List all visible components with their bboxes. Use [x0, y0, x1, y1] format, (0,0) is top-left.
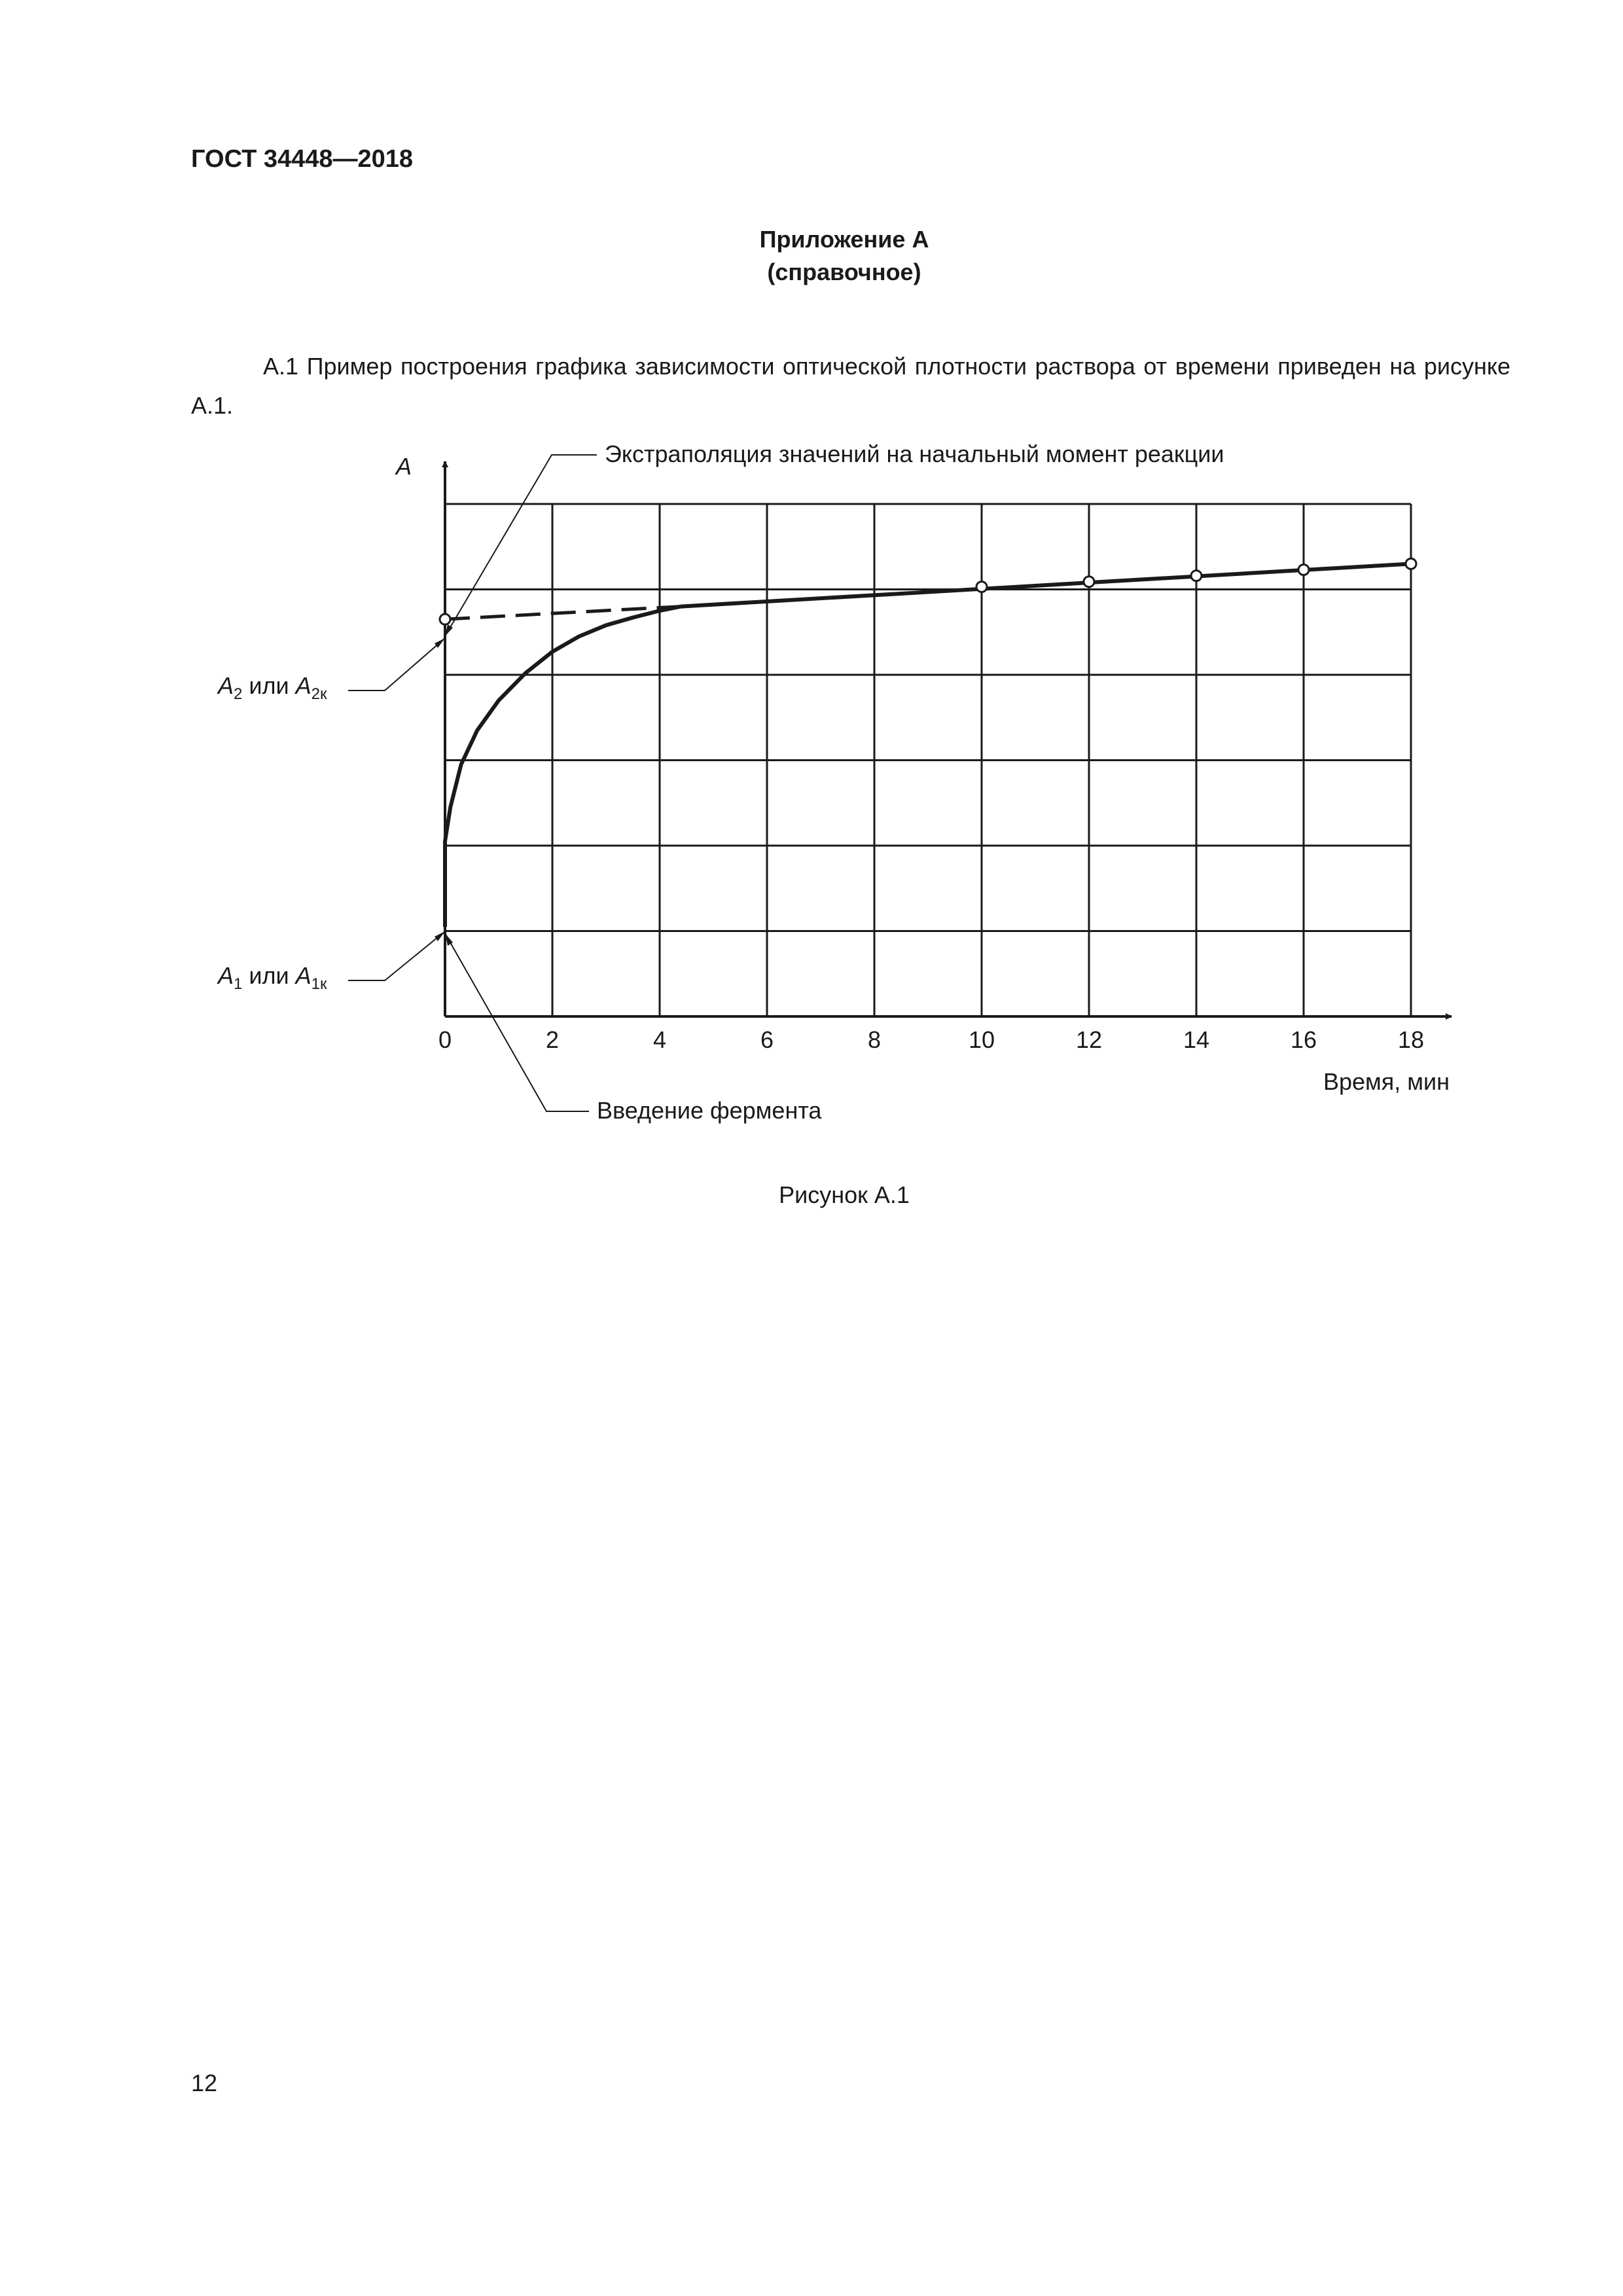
x-tick-label: 12 — [1075, 1026, 1103, 1053]
data-point-marker — [976, 582, 987, 592]
y-axis-label: A — [396, 453, 412, 480]
chart-grid — [445, 504, 1411, 1016]
x-tick-label: 14 — [1183, 1026, 1210, 1053]
x-tick-label: 16 — [1290, 1026, 1317, 1053]
data-point-marker — [1298, 564, 1309, 575]
x-tick-label: 4 — [652, 1026, 667, 1053]
a1-callout — [217, 931, 445, 993]
chart-tick-labels — [438, 1026, 1424, 1053]
a2-label: $A_2$ или $A_{2к}$ — [218, 672, 327, 703]
figure-caption: Рисунок А.1 — [779, 1181, 910, 1208]
chart-series — [440, 558, 1416, 927]
a1-label: $A_1$ или $A_{1к}$ — [218, 962, 327, 993]
enzyme-label: Введение фермента — [597, 1097, 822, 1124]
x-axis-label: Время, мин — [1323, 1068, 1450, 1095]
data-point-marker — [1406, 558, 1416, 569]
data-point-marker — [440, 614, 450, 624]
document-header: ГОСТ 34448—2018 — [191, 145, 414, 173]
x-tick-label: 18 — [1397, 1026, 1425, 1053]
a2-callout — [217, 638, 445, 703]
series-reaction-curve — [445, 607, 681, 927]
x-tick-label: 6 — [760, 1026, 774, 1053]
data-point-marker — [1084, 577, 1094, 587]
extrapolation-label: Экстраполяция значений на начальный момент реакции — [605, 440, 1224, 467]
data-point-marker — [1191, 571, 1202, 581]
x-tick-label: 8 — [867, 1026, 882, 1053]
page-number: 12 — [191, 2070, 218, 2096]
chart-axes — [445, 461, 1452, 1016]
x-tick-label: 2 — [545, 1026, 560, 1053]
body-paragraph: А.1 Пример построения графика зависимости оптической плотности раствора от времени приведен на рисунке А.1. — [191, 353, 1510, 419]
appendix-title: Приложение А — [759, 226, 929, 253]
x-tick-label: 10 — [968, 1026, 995, 1053]
appendix-subtitle: (справочное) — [767, 259, 921, 285]
x-tick-label: 0 — [438, 1026, 452, 1053]
extrapolation-callout — [445, 440, 1224, 636]
